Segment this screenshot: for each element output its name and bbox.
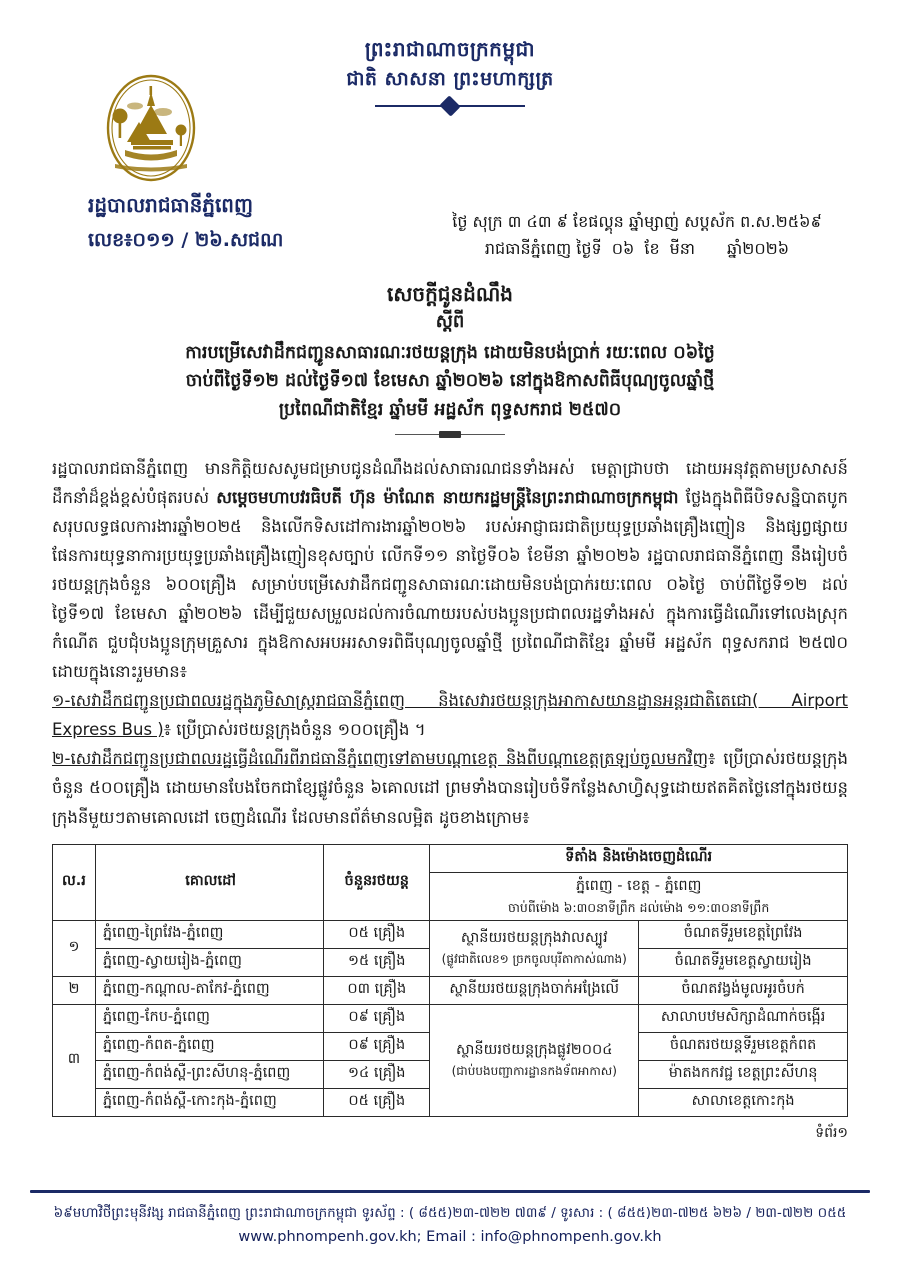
kingdom-bold: នៃព្រះរាជាណាចក្រកម្ពុជា [526,488,679,508]
date-month: មីនា [669,239,695,259]
cell-endpoint: ចំណតវង្វង់មូលអូរចំបក់ [639,976,848,1004]
kingdom-title: ព្រះរាជាណាចក្រកម្ពុជា [364,37,536,61]
cell-count: ១៤ គ្រឿង [324,1060,430,1088]
subject-line-2: ចាប់ពីថ្ងៃទី១២ ដល់ថ្ងៃទី១៧ ខែមេសា ឆ្នាំ២០២៦ នៅក្នុងឱកាសពិធីបុណ្យចូលឆ្នាំថ្មី [185,371,715,392]
emblem-block [88,72,284,256]
table-row [53,976,848,1004]
body-item-1 [52,686,848,744]
document-header [0,0,900,272]
cell-count: ០៥ គ្រឿង [324,920,430,948]
buddhist-date: ថ្ងៃ សុក្រ ៣ ៤៣ ៩ ខែផល្គុន ឆ្នាំម្សាញ់ សប្តស័ក ព.ស.២៥៦៩ [452,212,822,231]
cell-location [430,1004,639,1116]
table-header-row-1 [53,844,848,872]
item1-rest-text: ៖ ប្រើប្រាស់រថយន្តក្រុងចំនួន ១០០គ្រឿង ។ [163,720,426,740]
title-ornament-divider [395,430,505,440]
cell-endpoint: ម៉ាតងកកវជ្ជ ខេត្តព្រះសីហនុ [639,1060,848,1088]
table-row [53,1004,848,1032]
pm-name-bold: សម្តេចមហាបវរធិបតី ហ៊ុន ម៉ាណែត នាយករដ្ឋមន្ត្រី [216,488,527,508]
cell-no: ២ [53,976,96,1004]
subject-text [0,335,900,424]
cell-no: ៣ [53,1004,96,1116]
document-footer [0,1190,900,1250]
cell-count: ០៩ គ្រឿង [324,1032,430,1060]
item2-underlined-text: ២-សេវាដឹកជញ្ជូនប្រជាពលរដ្ឋធ្វើដំណើរពីរាជធានីភ្នំពេញទៅតាមបណ្តាខេត្ត និងពីបណ្តាខេត្តត្រឡប់ចូលមកវិញ [52,749,709,769]
header-route-label: ភ្នំពេញ - ខេត្ត - ភ្នំពេញ [575,877,702,894]
header-vehicle-count: ចំនួនរថយន្ត [324,844,430,920]
body-paragraph-1 [52,454,848,686]
cell-location-main: ស្ថានីយរថយន្តក្រុងផ្លូវ២០០៤ [455,1041,613,1058]
document-body [0,440,900,831]
cell-location: ស្ថានីយរថយន្តក្រុងចាក់អង្រែលើ [430,976,639,1004]
subject-line-3: ប្រពៃណីជាតិខ្មែរ ឆ្នាំមមី អដ្ឋស័ក ពុទ្ធសករាជ ២៥៧០ [278,399,622,420]
cell-destination: ភ្នំពេញ-កំពង់ស្ពឺ-កោះកុង-ភ្នំពេញ [95,1088,323,1116]
schedule-table-wrap [0,832,900,1117]
date-month-label: ខែ [644,239,660,259]
date-prefix: រាជធានីភ្នំពេញ ថ្ងៃទី [484,239,602,259]
cell-count: ១៥ គ្រឿង [324,948,430,976]
cell-endpoint: សាលាបឋមសិក្សាដំណាក់ចង្អើរ [639,1004,848,1032]
cell-location-main: ស្ថានីយរថយន្តក្រុងវាលស្បូវ [460,929,608,946]
cell-count: ០៣ គ្រឿង [324,976,430,1004]
cell-location-sub: (ផ្លូវជាតិលេខ១ ច្រកចូលបុរីតាកាស់ណាង) [441,951,627,966]
cell-endpoint: ចំណតទីរួមខេត្តព្រៃវែង [639,920,848,948]
para1-text-part1: រដ្ឋបាលរាជធានីភ្នំពេញ មានកិត្តិយសសូមជម្រាបជូនដំណឹងដល់សាធារណជនទាំងអស់ មេត្តាជ្រាបថា ដោយអនុវត្តតាមប្រសាសន៍ដឹកនាំដ៏ខ្ពង់ខ្ពស់បំផុតរបស់ [52,459,848,508]
footer-web-email: www.phnompenh.gov.kh; Email : info@phnompenh.gov.kh [238,1229,662,1246]
subject-label: ស្តីពី [435,311,465,332]
header-no: ល.រ [53,844,96,920]
government-name: រដ្ឋបាលរាជធានីភ្នំពេញ [88,193,254,217]
para1-text-part2: ថ្លែងក្នុងពិធីបិទសន្និបាតបូកសរុបលទ្ធផលការងារឆ្នាំ២០២៥ និងលើកទិសដៅការងារឆ្នាំ២០២៦ របស់អាជ្ញាធរជាតិប្រយុទ្ធប្រឆាំងគ្រឿងញៀន និងផ្សព្វផ្សាយផែនការយុទ្ធនាការប្រយុទ្ធប្រឆាំងគ្រឿងញៀនខុសច្បាប់ លើកទី១១ នាថ្ងៃទី០៦ ខែមីនា ឆ្នាំ២០២៦ រដ្ឋបាលរាជធានីភ្នំពេញ នឹងរៀបចំរថយន្តក្រុងចំនួន ៦០០គ្រឿង សម្រាប់បម្រើសេវាដឹកជញ្ជូនសាធារណៈដោយមិនបង់ប្រាក់រយៈពេល ០៦ថ្ងៃ ចាប់ពីថ្ងៃទី១២ ដល់ថ្ងៃទី១៧ ខែមេសា ឆ្នាំ២០២៦ ដើម្បីជួយសម្រួលដល់ការចំណាយរបស់បងប្អូនប្រជាពលរដ្ឋទាំងអស់ ក្នុងការធ្វើដំណើរទៅលេងស្រុកកំណើត ជួបជុំបងប្អូនក្រុមគ្រួសារ ក្នុងឱកាសអបអរសាទរពិធីបុណ្យចូលឆ្នាំថ្មី ប្រពៃណីជាតិខ្មែរ ឆ្នាំមមី អដ្ឋស័ក ពុទ្ធសករាជ ២៥៧០ ដោយក្នុងនោះរួមមាន៖ [52,488,848,682]
phnom-penh-capital-emblem-icon [95,72,207,184]
cell-location [430,920,639,976]
cell-destination: ភ្នំពេញ-កំពង់ស្ពឺ-ព្រះសីហនុ-ភ្នំពេញ [95,1060,323,1088]
cell-destination: ភ្នំពេញ-កំពត-ភ្នំពេញ [95,1032,323,1060]
date-block [402,208,872,262]
cell-count: ០៥ គ្រឿង [324,1088,430,1116]
header-time-note: ចាប់ពីម៉ោង ៦:៣០នាទីព្រឹក ដល់ម៉ោង ១១:៣០នាទីព្រឹក [508,899,770,915]
document-type-title: សេចក្តីជូនដំណឹង [387,282,513,306]
footer-divider [30,1190,870,1193]
royal-ornament-divider [375,98,525,114]
item2-rest-text: ៖ ប្រើប្រាស់រថយន្តក្រុងចំនួន ៥០០គ្រឿង ដោយមានបែងចែកជាខ្សែផ្លូវចំនួន ៦គោលដៅ ព្រមទាំងបានរៀបចំទីកន្លែងសាហ្វិសុទ្ធដោយឥតគិតថ្លៃនៅក្នុងរថយន្តក្រុងនីមួយៗតាមគោលដៅ ចេញដំណើរ ដែលមានព័ត៌មានលម្អិត ដូចខាងក្រោម៖ [52,749,848,827]
cell-destination: ភ្នំពេញ-ស្វាយរៀង-ភ្នំពេញ [95,948,323,976]
header-destination: គោលដៅ [95,844,323,920]
cell-location-sub: (ជាប់បងបញ្ជាការដ្ឋានកងទ័ពអាកាស) [451,1063,617,1078]
item1-underlined-text: ១-សេវាដឹកជញ្ជូនប្រជាពលរដ្ឋក្នុងភូមិសាស្ត្ររាជធានីភ្នំពេញ និងសេវារថយន្តក្រុងអាកាសយានដ្ឋានអន្តរជាតិតេជោ( Airport Express Bus ) [52,691,848,740]
table-row [53,920,848,948]
cell-count: ០៩ គ្រឿង [324,1004,430,1032]
cell-destination: ភ្នំពេញ-កណ្តាល-តាកែវ-ភ្នំពេញ [95,976,323,1004]
title-block [0,280,900,440]
cell-endpoint: ចំណតរថយន្តទីរួមខេត្តកំពត [639,1032,848,1060]
body-item-2 [52,744,848,831]
date-day: ០៦ [611,239,635,259]
subject-line-1: ការបម្រើសេវាដឹកជញ្ជូនសាធារណៈរថយន្តក្រុង ដោយមិនបង់ប្រាក់ រយៈពេល ០៦ថ្ងៃ [185,343,715,364]
bus-schedule-table [52,844,848,1117]
cell-endpoint: ចំណតទីរួមខេត្តស្វាយរៀង [639,948,848,976]
footer-address-contact: ៦៩មហាវិថីព្រះមុនីវង្ស រាជធានីភ្នំពេញ ព្រះរាជាណាចក្រកម្ពុជា ទូរស័ព្ទ : ( ៨៥៥)២៣-៧២២ ៧៣៩ / ទូរសារ : ( ៨៥៥)២៣-៧២៥ ៦២៦ / ២៣-៧២២ ០៥៥ [53,1205,847,1222]
table-body [53,920,848,1116]
header-location-time-group: ទីតាំង និងម៉ោងចេញដំណើរ [430,844,848,872]
cell-endpoint: សាលាខេត្តកោះកុង [639,1088,848,1116]
national-motto: ជាតិ សាសនា ព្រះមហាក្សត្រ [346,68,554,90]
cell-destination: ភ្នំពេញ-កែប-ភ្នំពេញ [95,1004,323,1032]
cell-destination: ភ្នំពេញ-ព្រៃវែង-ភ្នំពេញ [95,920,323,948]
header-route [430,872,848,920]
date-year: ឆ្នាំ២០២៦ [726,239,790,259]
page-number: ទំព័រ១ [815,1124,848,1141]
cell-no: ១ [53,920,96,976]
gregorian-date [402,235,872,262]
document-reference-number: លេខ៖០១១ / ២៦.សជណ [88,229,284,251]
table-head [53,844,848,920]
